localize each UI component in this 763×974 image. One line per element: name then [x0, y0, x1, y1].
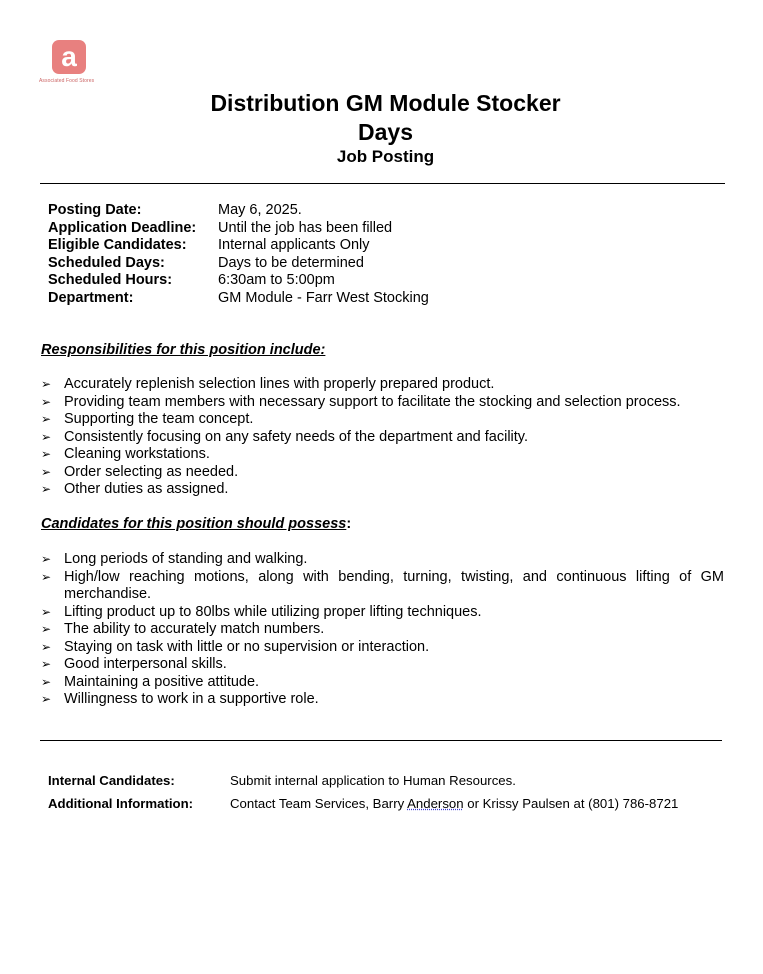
- company-logo: [39, 40, 103, 84]
- posting-details: [48, 202, 429, 308]
- list-item-text: The ability to accurately match numbers.: [64, 621, 325, 637]
- list-item: [41, 376, 724, 394]
- list-item-text: High/low reaching motions, along with bending, turning, twisting, and continuous lifting of GM merchandise.: [64, 568, 724, 602]
- field-value: 6:30am to 5:00pm: [218, 272, 335, 289]
- responsibilities-list: [41, 376, 724, 499]
- footer-label: Additional Information:: [48, 796, 194, 811]
- arrow-bullet-icon: ➢: [41, 639, 52, 654]
- qualifications-heading-colon: :: [346, 516, 352, 532]
- list-item-text: Long periods of standing and walking.: [64, 551, 308, 567]
- additional-information-row: [48, 795, 678, 818]
- scheduled-days-row: [48, 255, 429, 273]
- list-item: [41, 446, 724, 464]
- list-item: [41, 429, 724, 447]
- list-item: [41, 656, 724, 674]
- footer-value: [230, 795, 678, 818]
- list-item-text: Providing team members with necessary support to facilitate the stocking and selection process.: [64, 393, 681, 410]
- list-item-text: Maintaining a positive attitude.: [64, 673, 260, 690]
- field-label: Department:: [48, 289, 134, 306]
- arrow-bullet-icon: ➢: [41, 377, 52, 391]
- list-item-text: Supporting the team concept.: [64, 411, 254, 427]
- qualifications-heading-text: Candidates for this position should possess: [41, 516, 347, 532]
- footer-value: Submit internal application to Human Resources.: [230, 773, 516, 788]
- list-item-text: Cleaning workstations.: [64, 446, 210, 462]
- list-item-text: Willingness to work in a supportive role.: [64, 691, 319, 707]
- job-posting-subtitle: Job Posting: [336, 147, 435, 166]
- arrow-bullet-icon: ➢: [41, 412, 52, 426]
- field-label: Eligible Candidates:: [48, 237, 187, 254]
- top-divider: [40, 183, 725, 184]
- arrow-bullet-icon: ➢: [41, 552, 52, 566]
- list-item: [41, 411, 724, 429]
- eligible-candidates-row: [48, 237, 429, 255]
- qualifications-list: [41, 551, 724, 709]
- footer-label: Internal Candidates:: [48, 773, 175, 788]
- field-value: May 6, 2025.: [218, 202, 302, 218]
- contact-text-before: Contact Team Services, Barry: [230, 796, 408, 811]
- arrow-bullet-icon: ➢: [41, 394, 52, 409]
- field-label: Posting Date:: [48, 202, 142, 218]
- qualifications-heading: [41, 516, 351, 532]
- list-item-text: Staying on task with little or no supervision or interaction.: [64, 638, 430, 655]
- logo-mark: a: [52, 40, 86, 74]
- list-item: [41, 604, 724, 622]
- application-deadline-row: [48, 220, 429, 238]
- list-item-text: Other duties as assigned.: [64, 481, 229, 497]
- arrow-bullet-icon: ➢: [41, 604, 52, 619]
- list-item-text: Lifting product up to 80lbs while utilizing proper lifting techniques.: [64, 603, 482, 620]
- field-value: Until the job has been filled: [218, 219, 393, 236]
- arrow-bullet-icon: ➢: [41, 447, 52, 461]
- list-item-text: Consistently focusing on any safety needs of the department and facility.: [64, 428, 528, 445]
- contact-name-anderson: Anderson: [407, 796, 464, 811]
- contact-text-after: or Krissy Paulsen at (801) 786-8721: [463, 796, 679, 811]
- list-item: [41, 674, 724, 692]
- internal-candidates-row: [48, 772, 678, 795]
- footer-info: [48, 772, 678, 818]
- field-label: Scheduled Days:: [48, 254, 165, 271]
- field-label: Scheduled Hours:: [48, 272, 173, 289]
- list-item-text: Order selecting as needed.: [64, 463, 239, 480]
- field-value: Internal applicants Only: [218, 237, 370, 254]
- list-item: [41, 569, 724, 604]
- arrow-bullet-icon: ➢: [41, 692, 52, 706]
- department-row: [48, 290, 429, 308]
- field-value: Days to be determined: [218, 254, 364, 271]
- responsibilities-heading: [41, 342, 325, 358]
- responsibilities-heading-text: Responsibilities for this position include:: [41, 342, 326, 358]
- list-item: [41, 481, 724, 499]
- field-label: Application Deadline:: [48, 219, 197, 236]
- logo-company-name: Associated Food Stores: [39, 78, 95, 84]
- arrow-bullet-icon: ➢: [41, 622, 52, 636]
- arrow-bullet-icon: ➢: [41, 482, 52, 496]
- arrow-bullet-icon: ➢: [41, 569, 52, 584]
- list-item: [41, 621, 724, 639]
- bottom-divider: [40, 740, 722, 741]
- list-item-text: Good interpersonal skills.: [64, 656, 227, 672]
- arrow-bullet-icon: ➢: [41, 674, 52, 689]
- title-block: [0, 89, 763, 167]
- posting-date-row: [48, 202, 429, 220]
- scheduled-hours-row: [48, 272, 429, 290]
- job-title-line-1: Distribution GM Module Stocker: [210, 90, 561, 116]
- field-value: GM Module - Farr West Stocking: [218, 289, 429, 306]
- list-item: [41, 639, 724, 657]
- list-item: [41, 464, 724, 482]
- arrow-bullet-icon: ➢: [41, 429, 52, 444]
- list-item: [41, 394, 724, 412]
- list-item: [41, 551, 724, 569]
- list-item-text: Accurately replenish selection lines with properly prepared product.: [64, 376, 495, 392]
- list-item: [41, 691, 724, 709]
- job-title-line-2: Days: [358, 119, 413, 145]
- arrow-bullet-icon: ➢: [41, 464, 52, 479]
- arrow-bullet-icon: ➢: [41, 657, 52, 671]
